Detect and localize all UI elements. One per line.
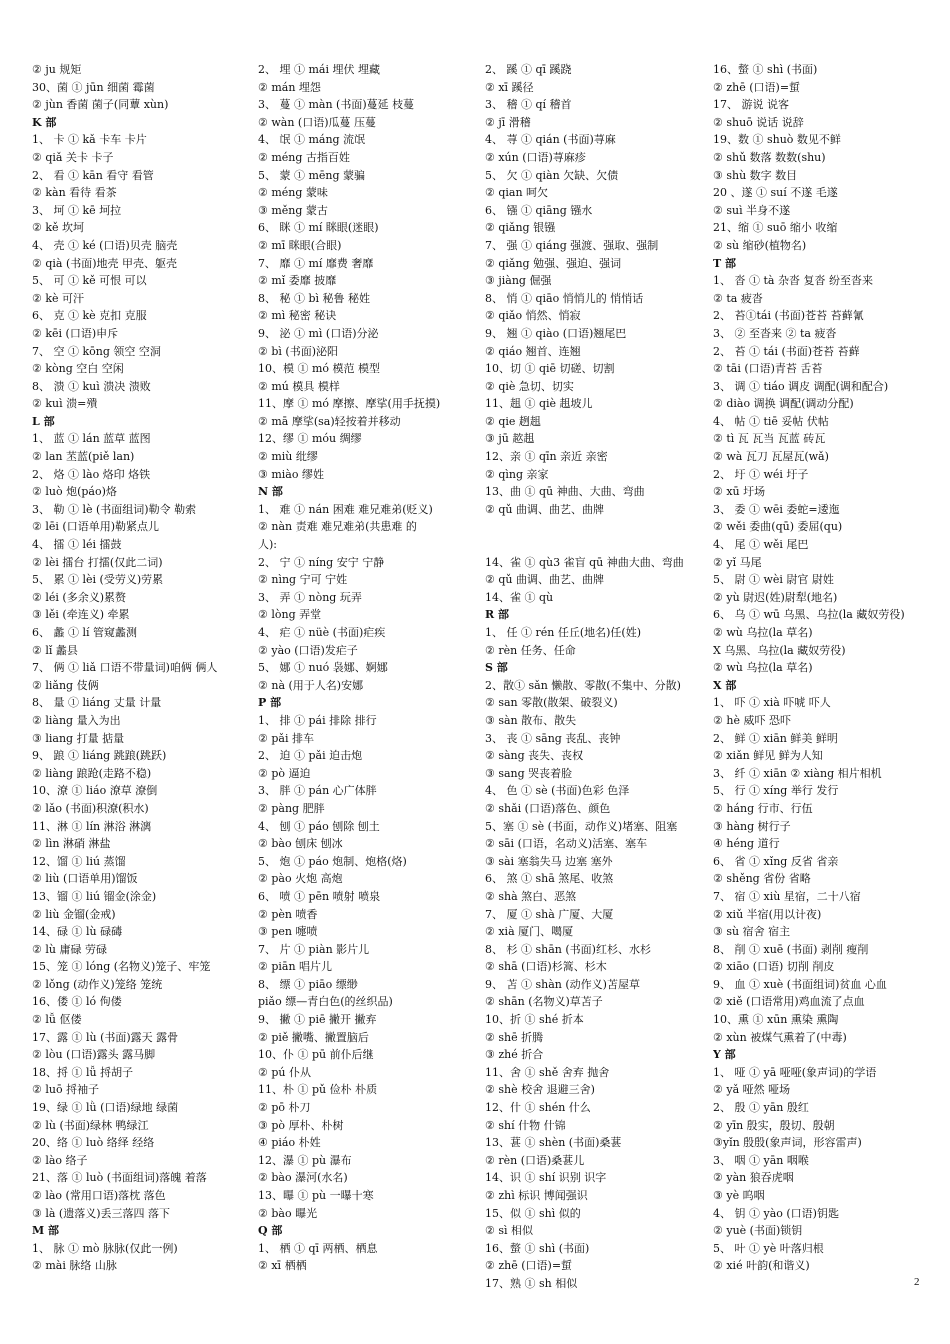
section-heading: K 部: [32, 115, 57, 129]
entry-line: 4、 刨 ① páo 刨除 刨土: [258, 819, 380, 833]
entry-line: 2、 苔①tái (书面)苍苔 苔藓氰: [713, 309, 864, 323]
entry-line: ② luò 炮(páo)烙: [32, 485, 117, 499]
entry-line: 15、似 ① shì 似的: [485, 1206, 581, 1220]
entry-line: 10、潦 ① liáo 潦草 潦倒: [32, 784, 158, 798]
entry-line: 8、 缥 ① piāo 缥缈: [258, 977, 358, 991]
column-1: [32, 61, 256, 1275]
section-heading: T 部: [713, 256, 737, 270]
entry-line: ② rèn 任务、任命: [485, 643, 576, 657]
entry-line: 21、落 ① luò (书面组词)落魄 着落: [32, 1171, 207, 1185]
entry-line: ② xū 圩场: [713, 485, 766, 499]
entry-line: ② xùn 被煤气熏着了(中毒): [713, 1030, 847, 1044]
entry-line: ② wàn (口语)瓜蔓 压蔓: [258, 115, 376, 129]
entry-line: ② shuō 说话 说辞: [713, 115, 804, 129]
entry-line: ② shí 什物 什锦: [485, 1118, 566, 1132]
entry-line: ③ sàn 散布、散失: [485, 713, 577, 727]
entry-line: ② xī 蹊径: [485, 80, 534, 94]
entry-line: 11、淋 ① lín 淋浴 淋漓: [32, 819, 152, 833]
entry-line: ② kě 坎坷: [32, 221, 85, 235]
entry-line: ② xié 叶韵(和谐义): [713, 1259, 810, 1273]
entry-line: 1、 脉 ① mò 脉脉(仅此一例): [32, 1241, 178, 1255]
entry-line: ② bào 瀑河(水名): [258, 1171, 348, 1185]
entry-line: ③ miào 缪姓: [258, 467, 324, 481]
entry-line: 4、 色 ① sè (书面)色彩 色泽: [485, 784, 630, 798]
entry-line: ② mì 秘密 秘诀: [258, 309, 337, 323]
entry-line: ② xī 栖栖: [258, 1259, 307, 1273]
entry-line: 5、 累 ① lèi (受劳义)劳累: [32, 573, 164, 587]
section-heading: M 部: [32, 1224, 60, 1238]
entry-line: ② wù 乌拉(la 草名): [713, 661, 813, 675]
entry-line: ② jī 滑稽: [485, 115, 531, 129]
entry-line: ③ sù 宿舍 宿主: [713, 925, 791, 939]
entry-line: ② mú 模具 模样: [258, 379, 340, 393]
section-heading: P 部: [258, 696, 282, 710]
entry-line: 10、熏 ① xūn 熏染 熏陶: [713, 1013, 839, 1027]
entry-line: X 乌黑、乌拉(la 藏奴劳役): [713, 643, 846, 657]
entry-line: ② qià (书面)地壳 甲壳、躯壳: [32, 256, 178, 270]
entry-line: 7、 宿 ① xiù 星宿，二十八宿: [713, 889, 861, 903]
entry-line: 1、 哑 ① yā 哑哑(象声词)的学语: [713, 1065, 877, 1079]
entry-line: ② piě 撇嘴、撇置脑后: [258, 1030, 369, 1044]
entry-line: 2、 圩 ① wéi 圩子: [713, 467, 809, 481]
entry-line: ② qiǎng 勉强、强迫、强词: [485, 256, 622, 270]
entry-line: 16、螫 ① shì (书面): [713, 63, 818, 76]
entry-line: ② pèn 喷香: [258, 907, 318, 921]
entry-line: 2、 宁 ① níng 安宁 宁静: [258, 555, 385, 569]
entry-line: 5、塞 ① sè (书面，动作义)堵塞、阻塞: [485, 819, 678, 833]
entry-line: 9、 撇 ① piē 撇开 撇弃: [258, 1013, 377, 1027]
entry-line: ③ pen 嚏喷: [258, 925, 318, 939]
entry-line: [485, 536, 709, 554]
entry-line: 3、 咽 ① yān 咽喉: [713, 1153, 809, 1167]
entry-line: ② qiǎng 银镪: [485, 221, 556, 235]
page-number: 2: [914, 1276, 920, 1288]
section-heading: R 部: [485, 608, 509, 622]
entry-line: 2、 迫 ① pǎi 迫击炮: [258, 749, 363, 763]
entry-line: ② shē 折腾: [485, 1030, 544, 1044]
entry-line: 5、 蒙 ① mēng 蒙骗: [258, 168, 366, 182]
entry-line: 3、 委 ① wēi 委蛇=逶迤: [713, 502, 840, 516]
entry-line: ② qian 呵欠: [485, 186, 549, 200]
entry-line: 11、朴 ① pǔ 俭朴 朴质: [258, 1083, 378, 1097]
column-4: [713, 61, 937, 1275]
entry-line: ② suì 半身不遂: [713, 203, 791, 217]
entry-line: ② yuè (书面)锁钥: [713, 1224, 803, 1238]
entry-line: ② zhē (口语)=蜇: [713, 80, 801, 94]
entry-line: ② qiǎ 关卡 卡子: [32, 150, 114, 164]
entry-line: ② lù 庸碌 劳碌: [32, 942, 107, 956]
entry-line: 4、 擂 ① léi 擂鼓: [32, 538, 122, 552]
entry-line: 7、 厦 ① shà 广厦、大厦: [485, 907, 614, 921]
entry-line: ② lòng 弄堂: [258, 608, 322, 622]
entry-line: ② lǚ 伛偻: [32, 1013, 82, 1027]
entry-line: 3、 丧 ① sāng 丧乱、丧钟: [485, 731, 621, 745]
entry-line: 13、镏 ① liú 镏金(涂金): [32, 889, 157, 903]
entry-line: 3、 稽 ① qí 稽首: [485, 98, 572, 112]
entry-line: 6、 省 ① xǐng 反省 省亲: [713, 854, 839, 868]
entry-line: 8、 量 ① liáng 丈量 计量: [32, 696, 162, 710]
entry-line: 10、折 ① shé 折本: [485, 1013, 584, 1027]
entry-line: ② lào (常用口语)落枕 落色: [32, 1189, 166, 1202]
entry-line: 10、模 ① mó 模范 模型: [258, 362, 381, 376]
section-heading: Q 部: [258, 1224, 283, 1238]
entry-line: 2、 埋 ① mái 埋伏 埋藏: [258, 63, 380, 76]
entry-line: ② lǐ 蠡县: [32, 643, 78, 657]
entry-line: ② nà (用于人名)安娜: [258, 678, 364, 692]
entry-line: ③ shù 数字 数目: [713, 168, 798, 182]
entry-line: 14、碌 ① lù 碌碡: [32, 925, 123, 939]
entry-line: 3、 弄 ① nòng 玩弄: [258, 590, 362, 604]
entry-line: ② xiě (口语常用)鸡血流了点血: [713, 995, 865, 1009]
entry-line: 17、熟 ① sh 相似: [485, 1276, 578, 1290]
entry-line: ② shǔ 数落 数数(shu): [713, 150, 826, 164]
entry-line: 4、 壳 ① ké (口语)贝壳 脑壳: [32, 238, 178, 252]
entry-line: ② mā 摩挲(sa)轻按着并移动: [258, 414, 401, 428]
entry-line: ② xià 厦门、噶厦: [485, 925, 574, 939]
entry-line: ② qie 趔趄: [485, 414, 541, 428]
entry-line: ③ liang 打量 掂量: [32, 731, 125, 745]
entry-line: ② shǎi (口语)落色、颜色: [485, 801, 611, 815]
entry-line: 1、 卡 ① kǎ 卡车 卡片: [32, 133, 147, 147]
entry-line: ② mán 埋怨: [258, 80, 321, 94]
entry-line: ② sù 缩砂(植物名): [713, 238, 807, 252]
entry-line: ② liù 金镏(金戒): [32, 907, 116, 921]
entry-line: 19、绿 ① lǜ (口语)绿地 绿菌: [32, 1101, 179, 1115]
entry-line: ③ měng 蒙古: [258, 203, 328, 217]
entry-line: 1、 吓 ① xià 吓唬 吓人: [713, 696, 831, 710]
section-heading: X 部: [713, 678, 737, 692]
entry-line: 4、 氓 ① máng 流氓: [258, 133, 366, 147]
entry-line: ② liù (口语单用)馏饭: [32, 872, 138, 886]
entry-line: ② qiǎo 悄然、悄寂: [485, 309, 581, 323]
entry-line: ② yǎ 哑然 哑场: [713, 1083, 791, 1097]
entry-line: ② tāi (口语)青苔 舌苔: [713, 362, 823, 376]
entry-line: ② pō 朴刀: [258, 1101, 311, 1115]
entry-line: ② wà 瓦刀 瓦屋瓦(wǎ): [713, 450, 829, 464]
entry-line: 2、 烙 ① lào 烙印 烙铁: [32, 467, 151, 481]
entry-line: 18、捋 ① lǚ 捋胡子: [32, 1065, 134, 1079]
entry-line: ② pú 仆从: [258, 1065, 311, 1079]
entry-line: ② luō 捋袖子: [32, 1083, 100, 1097]
entry-line: 2、 苔 ① tái (书面)苍苔 苔藓: [713, 344, 860, 358]
entry-line: ② pào 火炮 高炮: [258, 872, 343, 886]
entry-line: 11、趄 ① qiè 趄坡儿: [485, 397, 593, 411]
entry-line: 7、 片 ① piàn 影片儿: [258, 942, 370, 956]
entry-line: ③ sang 哭丧着脸: [485, 766, 573, 780]
entry-line: 1、 难 ① nán 困难 难兄难弟(贬义): [258, 502, 433, 516]
entry-line: ② zhē (口语)=蜇: [485, 1259, 573, 1273]
entry-line: 9、 踉 ① liáng 跳踉(跳跃): [32, 749, 167, 763]
entry-line: 9、 翘 ① qiào (口语)翘尾巴: [485, 326, 627, 340]
entry-line: ② shěng 省份 省略: [713, 872, 811, 886]
entry-line: ② qiè 急切、切实: [485, 379, 574, 393]
entry-line: 7、 强 ① qiáng 强渡、强取、强制: [485, 238, 659, 252]
entry-line: piǎo 缥—青白色(的丝织品): [258, 995, 393, 1009]
entry-line: ② kēi (口语)申斥: [32, 326, 119, 340]
entry-line: 人):: [258, 538, 277, 552]
entry-line: 2、 蹊 ① qī 蹊跷: [485, 63, 572, 76]
entry-line: ② yào (口语)发疟子: [258, 643, 358, 657]
section-heading: L 部: [32, 414, 55, 428]
entry-line: 9、 泌 ① mì (口语)分泌: [258, 326, 379, 340]
entry-line: ② piān 唱片儿: [258, 960, 333, 974]
entry-line: 16、螫 ① shì (书面): [485, 1241, 590, 1255]
entry-line: 5、 炮 ① páo 炮制、炮格(烙): [258, 854, 407, 868]
entry-line: ② liàng 量入为出: [32, 713, 121, 727]
column-3: [485, 61, 709, 1293]
entry-line: 3、 坷 ① kē 坷拉: [32, 203, 122, 217]
entry-line: ② kè 可汗: [32, 291, 85, 305]
entry-line: ② diào 调换 调配(调动分配): [713, 397, 854, 411]
entry-line: ② méng 蒙味: [258, 186, 328, 200]
entry-line: ② lèi 擂台 打擂(仅此二词): [32, 555, 163, 569]
entry-line: 6、 煞 ① shā 煞尾、收煞: [485, 872, 614, 886]
entry-line: 12、亲 ① qīn 亲近 亲密: [485, 450, 608, 464]
entry-line: ③ pò 厚朴、朴树: [258, 1118, 344, 1132]
entry-line: ④ héng 道行: [713, 837, 780, 851]
entry-line: 12、馏 ① liú 蒸馏: [32, 854, 126, 868]
entry-line: ② rèn (口语)桑葚儿: [485, 1153, 585, 1167]
entry-line: ③ yè 呜咽: [713, 1189, 765, 1202]
entry-line: ② xiǎn 鲜见 鲜为人知: [713, 749, 823, 763]
entry-line: 4、 帖 ① tiē 妥帖 伏帖: [713, 414, 829, 428]
entry-line: ② hè 威吓 恐吓: [713, 713, 791, 727]
entry-line: 8、 悄 ① qiāo 悄悄儿的 悄悄话: [485, 291, 644, 305]
entry-line: 14、识 ① shí 识别 识字: [485, 1171, 607, 1185]
entry-line: ② pò 逼迫: [258, 766, 311, 780]
entry-line: 8、 削 ① xuē (书面) 剥削 瘦削: [713, 942, 869, 956]
entry-line: ② lòu (口语)露头 露马脚: [32, 1048, 156, 1062]
entry-line: ② lù (书面)绿林 鸭绿江: [32, 1118, 149, 1132]
entry-line: ② shān (名物义)草苫子: [485, 995, 603, 1009]
entry-line: ② yīn 殷实，殷切、殷朝: [713, 1118, 835, 1132]
entry-line: ② jùn 香菌 菌子(同蕈 xùn): [32, 98, 169, 112]
entry-line: ③ hàng 树行子: [713, 819, 791, 833]
entry-line: 13、曝 ① pù 一曝十寒: [258, 1189, 374, 1202]
entry-line: 7、 俩 ① liǎ 口语不带量词)咱俩 俩人: [32, 661, 218, 675]
entry-line: 5、 叶 ① yè 叶落归根: [713, 1241, 824, 1255]
entry-line: ② miù 纰缪: [258, 450, 318, 464]
entry-line: 10、仆 ① pū 前仆后继: [258, 1048, 374, 1062]
entry-line: 5、 行 ① xíng 举行 发行: [713, 784, 839, 798]
entry-line: 17、 游说 说客: [713, 98, 789, 112]
entry-line: 20 、遂 ① suí 不遂 毛遂: [713, 186, 838, 200]
entry-line: 13、葚 ① shèn (书面)桑葚: [485, 1136, 622, 1150]
entry-line: 8、 溃 ① kuì 溃决 溃败: [32, 379, 151, 393]
entry-line: 3、 蔓 ① màn (书面)蔓延 枝蔓: [258, 98, 415, 112]
entry-line: ② tì 瓦 瓦当 瓦蓝 砖瓦: [713, 432, 826, 446]
entry-line: 12、瀑 ① pù 瀑布: [258, 1153, 352, 1167]
entry-line: 5、 娜 ① nuó 袅娜、婀娜: [258, 661, 388, 675]
entry-line: ② ta 疲沓: [713, 291, 763, 305]
entry-line: 1、 沓 ① tà 杂沓 复沓 纷至沓来: [713, 274, 873, 288]
entry-line: 15、笼 ① lóng (名物义)笼子、牢笼: [32, 960, 211, 974]
entry-line: ② bào 刨床 刨冰: [258, 837, 343, 851]
entry-line: 1、 排 ① pái 排除 排行: [258, 713, 377, 727]
entry-line: ② qiáo 翘首、连翘: [485, 344, 581, 358]
entry-line: 30、菌 ① jūn 细菌 霉菌: [32, 80, 155, 94]
entry-line: ② nìng 宁可 宁姓: [258, 573, 348, 587]
entry-line: ② méng 古指百姓: [258, 150, 350, 164]
entry-line: ③ zhé 折合: [485, 1048, 544, 1062]
entry-line: 8、 秘 ① bì 秘鲁 秘姓: [258, 291, 371, 305]
entry-line: 6、 蠡 ① lí 管窥蠡测: [32, 626, 138, 639]
entry-line: 4、 疟 ① nüè (书面)疟疾: [258, 626, 386, 639]
entry-line: 1、 栖 ① qī 两栖、栖息: [258, 1241, 378, 1255]
entry-line: ② liǎng 伎俩: [32, 678, 99, 692]
entry-line: ② liàng 踉跄(走路不稳): [32, 766, 152, 780]
entry-line: ② sàng 丧失、丧权: [485, 749, 584, 763]
entry-line: 3、 胖 ① pán 心广体胖: [258, 784, 377, 798]
entry-line: ② lǎo (书面)积潦(积水): [32, 801, 149, 815]
entry-line: 3、 纤 ① xiān ② xiàng 相片相机: [713, 766, 882, 780]
section-heading: Y 部: [713, 1048, 736, 1062]
section-heading: N 部: [258, 485, 283, 499]
entry-line: 6、 乌 ① wū 乌黑、乌拉(la 藏奴劳役): [713, 608, 905, 622]
entry-line: ② lào 络子: [32, 1153, 88, 1167]
entry-line: ③yǐn 殷殷(象声词，形容雷声): [713, 1136, 862, 1150]
entry-line: ② kuì 溃=殨: [32, 397, 98, 411]
column-2: [258, 61, 482, 1275]
entry-line: ② zhì 标识 博闻强识: [485, 1189, 588, 1202]
entry-line: 11、舍 ① shě 舍弃 抛舍: [485, 1065, 610, 1079]
entry-line: 12、什 ① shén 什么: [485, 1101, 591, 1115]
entry-line: 3、 ② 至沓来 ② ta 疲沓: [713, 326, 837, 340]
entry-line: 7、 空 ① kōng 领空 空洞: [32, 344, 161, 358]
entry-line: 2、 看 ① kān 看守 看管: [32, 168, 154, 182]
entry-line: 9、 血 ① xuè (书面组词)贫血 心血: [713, 977, 887, 991]
entry-line: ② yù 尉迟(姓)尉犁(地名): [713, 590, 838, 604]
entry-line: ② pàng 肥胖: [258, 801, 325, 815]
entry-line: ③ lěi (牵连义) 牵累: [32, 608, 130, 622]
entry-line: ② bì (书面)泌阳: [258, 344, 338, 358]
entry-line: 1、 任 ① rén 任丘(地名)任(姓): [485, 626, 642, 639]
entry-line: ③ jiàng 倔强: [485, 274, 552, 288]
entry-line: ② pǎi 排车: [258, 731, 314, 745]
entry-line: 5、 可 ① kě 可恨 可以: [32, 274, 147, 288]
entry-line: ② kòng 空白 空闲: [32, 362, 124, 376]
entry-line: ② lēi (口语单用)勒紧点儿: [32, 520, 159, 534]
entry-line: 6、 克 ① kè 克扣 克服: [32, 309, 147, 323]
entry-line: ② léi (多余义)累赘: [32, 590, 126, 604]
entry-line: ② nàn 责难 难兄难弟(共患难 的: [258, 520, 417, 534]
entry-line: 12、缪 ① móu 绸缪: [258, 432, 362, 446]
entry-line: ③ jū 趑趄: [485, 432, 535, 446]
entry-line: ② háng 行市、行伍: [713, 801, 813, 815]
entry-line: 10、切 ① qiē 切磋、切割: [485, 362, 615, 376]
entry-line: 9、 苫 ① shàn (动作义)苫屋草: [485, 977, 640, 991]
entry-line: ② ju 规矩: [32, 63, 82, 76]
entry-line: 5、 尉 ① wèi 尉官 尉姓: [713, 573, 834, 587]
entry-line: [485, 518, 709, 536]
entry-line: 3、 勒 ① lè (书面组词)勒令 勒索: [32, 502, 197, 516]
section-heading: S 部: [485, 661, 508, 675]
entry-line: 21、缩 ① suō 缩小 收缩: [713, 221, 838, 235]
entry-line: 11、摩 ① mó 摩擦、摩挲(用手抚摸): [258, 397, 441, 411]
entry-line: 14、雀 ① qù3 雀盲 qū 神曲大曲、弯曲: [485, 555, 684, 569]
entry-line: 17、露 ① lù (书面)露天 露骨: [32, 1030, 179, 1044]
entry-line: ② shā (口语)杉篙、杉木: [485, 960, 607, 974]
entry-line: ② mǐ 委靡 披靡: [258, 274, 337, 288]
entry-line: ② qǔ 曲调、曲艺、曲牌: [485, 573, 604, 587]
entry-line: 6、 眯 ① mí 眯眼(迷眼): [258, 221, 379, 235]
entry-line: ② san 零散(散架、破裂义): [485, 696, 618, 710]
entry-line: 19、数 ① shuò 数见不鲜: [713, 133, 841, 147]
entry-line: ② yàn 狼吞虎咽: [713, 1171, 794, 1185]
entry-line: ② mài 脉络 山脉: [32, 1259, 117, 1273]
entry-line: ② sāi (口语，名动义)活塞、塞车: [485, 837, 648, 851]
entry-line: 20、络 ① luò 络绎 经络: [32, 1136, 155, 1150]
entry-line: ② xiǔ 半宿(用以计夜): [713, 907, 822, 921]
entry-line: ② xún (口语)荨麻疹: [485, 150, 586, 164]
entry-line: 5、 欠 ① qiàn 欠缺、欠债: [485, 168, 619, 182]
entry-line: 1、 蓝 ① lán 蓝草 蓝图: [32, 432, 151, 446]
entry-line: 6、 镪 ① qiāng 镪水: [485, 203, 593, 217]
entry-line: 2、 殷 ① yān 殷红: [713, 1101, 809, 1115]
entry-line: ② wěi 委曲(qū) 委屈(qu): [713, 520, 843, 534]
entry-line: ② shà 煞白、恶煞: [485, 889, 577, 903]
entry-line: ④ piáo 朴姓: [258, 1136, 321, 1150]
entry-line: ② mī 眯眼(合眼): [258, 238, 342, 252]
entry-line: ③ là (遗落义)丢三落四 落下: [32, 1206, 171, 1220]
entry-line: ② kàn 看待 看茶: [32, 186, 117, 200]
entry-line: 7、 靡 ① mí 靡费 奢靡: [258, 256, 374, 270]
entry-line: ② xiāo (口语) 切削 削皮: [713, 960, 835, 974]
entry-line: 13、曲 ① qū 神曲、大曲、弯曲: [485, 485, 645, 499]
entry-line: 16、偻 ① ló 佝偻: [32, 995, 122, 1009]
entry-line: ② qìng 亲家: [485, 467, 549, 481]
entry-line: ③ sài 塞翁失马 边塞 塞外: [485, 854, 613, 868]
entry-line: ② lan 苤蓝(piě lan): [32, 450, 135, 464]
entry-line: ② wù 乌拉(la 草名): [713, 626, 813, 639]
entry-line: ② qǔ 曲调、曲艺、曲牌: [485, 502, 604, 516]
entry-line: ② bào 曝光: [258, 1206, 318, 1220]
entry-line: 4、 荨 ① qián (书面)荨麻: [485, 133, 616, 147]
entry-line: ② lìn 淋硝 淋盐: [32, 837, 111, 851]
entry-line: 2、 鲜 ① xiān 鲜美 鲜明: [713, 731, 838, 745]
entry-line: 6、 喷 ① pēn 喷射 喷泉: [258, 889, 381, 903]
entry-line: 2、散① sǎn 懒散、零散(不集中、分散): [485, 678, 681, 692]
entry-line: 4、 钥 ① yào (口语)钥匙: [713, 1206, 839, 1220]
entry-line: 3、 调 ① tiáo 调皮 调配(调和配合): [713, 379, 889, 393]
entry-line: ② sì 相似: [485, 1224, 534, 1238]
entry-line: ② yǐ 马尾: [713, 555, 762, 569]
entry-line: ② lǒng (动作义)笼络 笼统: [32, 977, 163, 991]
entry-line: 14、雀 ① qù: [485, 590, 554, 604]
entry-line: 4、 尾 ① wěi 尾巴: [713, 538, 809, 552]
entry-line: ② shè 校舍 退避三舍): [485, 1083, 595, 1097]
entry-line: 8、 杉 ① shān (书面)红杉、水杉: [485, 942, 651, 956]
